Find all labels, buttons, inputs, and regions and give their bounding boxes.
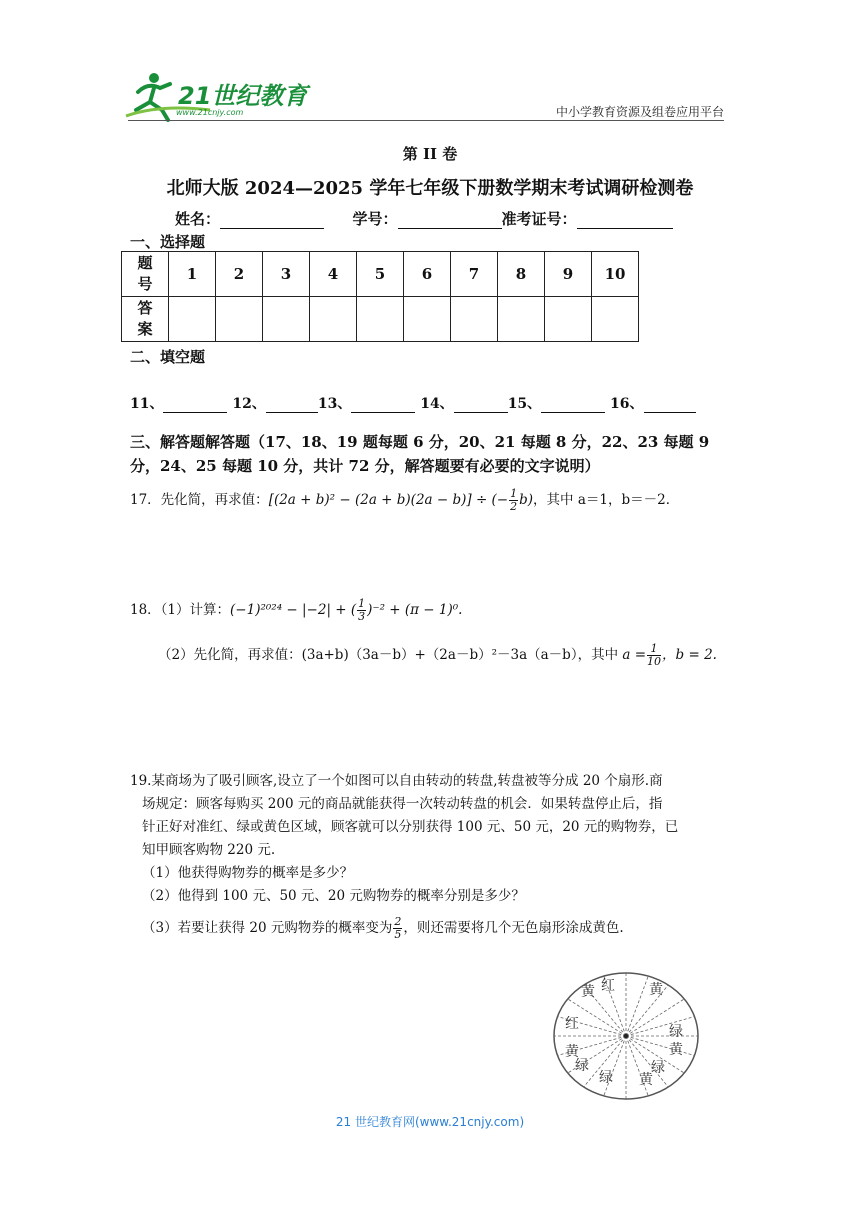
- answer-cell[interactable]: [451, 297, 498, 342]
- platform-label: 中小学教育资源及组卷应用平台: [555, 105, 724, 119]
- question-number-cell: 8: [498, 252, 545, 297]
- logo-text: 21世纪教育: [178, 82, 308, 110]
- q19-line: 针正好对准红、绿或黄色区域，顾客就可以分别获得 100 元、50 元，20 元的购物券，已: [142, 819, 679, 835]
- exam-number-label: 准考证号：: [501, 210, 577, 228]
- name-blank[interactable]: [220, 212, 324, 229]
- answer-cell[interactable]: [169, 297, 216, 342]
- question-number-cell: 6: [404, 252, 451, 297]
- wheel-spoke: [626, 976, 648, 1036]
- fill-item-label: 15、: [507, 396, 542, 412]
- wheel-label-yellow: 黄: [649, 982, 663, 998]
- section-choice-heading: 一、选择题: [130, 233, 206, 251]
- wheel-label-green: 绿: [599, 1070, 613, 1086]
- wheel-labels: [565, 978, 684, 1088]
- logo-url: www.21cnjy.com: [176, 108, 244, 117]
- answer-cell[interactable]: [310, 297, 357, 342]
- question-number-cell: 2: [216, 252, 263, 297]
- q18-part2-b: ，b = 2.: [662, 647, 717, 663]
- footer-link[interactable]: 21 世纪教育网(www.21cnjy.com): [335, 1115, 525, 1129]
- fill-blank[interactable]: [644, 396, 696, 413]
- q18-part1-fraction: $\frac{1}{3}$: [358, 597, 366, 623]
- fill-blank[interactable]: [541, 396, 605, 413]
- fill-item-label: 11、: [130, 396, 164, 412]
- question-number-cell: 9: [545, 252, 592, 297]
- fill-blank[interactable]: [266, 396, 318, 413]
- wheel-label-green: 绿: [575, 1058, 589, 1074]
- q17-expression: [(2a + b)² − (2a + b)(2a − b)] ÷ (−: [268, 492, 509, 508]
- wheel-label-green: 绿: [669, 1024, 683, 1040]
- wheel-spoke: [604, 1036, 626, 1096]
- wheel-spoke: [626, 1017, 694, 1036]
- spinner-wheel-figure: [551, 970, 701, 1102]
- table-row: [122, 297, 639, 342]
- answer-cell[interactable]: [592, 297, 639, 342]
- answer-table: [121, 251, 639, 342]
- answer-header: 答 案: [122, 297, 169, 342]
- question-number-cell: 3: [263, 252, 310, 297]
- wheel-label-yellow: 黄: [669, 1042, 683, 1058]
- question-number-cell: 7: [451, 252, 498, 297]
- wheel-label-green: 绿: [651, 1060, 665, 1076]
- answer-cell[interactable]: [216, 297, 263, 342]
- fill-item-label: 13、: [317, 396, 352, 412]
- wheel-label-yellow: 黄: [581, 984, 595, 1000]
- q19-line: 19.某商场为了吸引顾客,设立了一个如图可以自由转动的转盘,转盘被等分成 20 个扇形.商: [130, 773, 663, 789]
- q19-sub1: （1）他获得购物券的概率是多少？: [142, 865, 354, 881]
- q19-fraction: $\frac{2}{5}$: [394, 915, 402, 941]
- fill-item-label: 12、: [232, 396, 266, 412]
- q18-part2-fraction: $\frac{1}{10}$: [647, 642, 662, 668]
- question-number-cell: 1: [169, 252, 216, 297]
- answer-cell[interactable]: [498, 297, 545, 342]
- header-divider: [128, 120, 724, 121]
- student-id-blank[interactable]: [398, 212, 502, 229]
- section-fill-heading: 二、填空题: [130, 348, 206, 366]
- q17-fraction: $\frac{1}{2}$: [510, 487, 518, 513]
- fill-blank[interactable]: [351, 396, 415, 413]
- question-18-part1: [130, 598, 462, 623]
- answer-cell[interactable]: [263, 297, 310, 342]
- fill-item-label: 16、: [610, 396, 644, 412]
- answer-cell[interactable]: [545, 297, 592, 342]
- q19-line: 知甲顾客购物 220 元.: [142, 842, 276, 858]
- q18-part1-prefix: 18．（1）计算：: [130, 602, 231, 618]
- wheel-spoke: [626, 1036, 694, 1055]
- exam-title: 北师大版 2024—2025 学年七年级下册数学期末考试调研检测卷: [166, 178, 694, 199]
- wheel-label-yellow: 黄: [639, 1072, 653, 1088]
- question-19: [130, 770, 740, 941]
- q19-sub3: （3）若要让获得 20 元购物券的概率变为 $\frac{2}{5}$ ，则还需要将几个无色扇形涂成黄色.: [142, 915, 624, 941]
- q18-part1-expression: (−1)²⁰²⁴ − |−2| + (: [230, 602, 357, 618]
- question-number-cell: 4: [310, 252, 357, 297]
- wheel-label-red: 红: [601, 978, 615, 994]
- question-number-cell: 5: [357, 252, 404, 297]
- q18-part2-prefix: （2）先化简，再求值：(3a+b)（3a－b）+（2a－b）²－3a（a－b），其中: [158, 647, 619, 663]
- table-row: [122, 252, 639, 297]
- student-id-label: 学号：: [352, 210, 398, 228]
- answer-cell[interactable]: [404, 297, 451, 342]
- q19-line: 场规定：顾客每购买 200 元的商品就能获得一次转动转盘的机会．如果转盘停止后，指: [142, 796, 663, 812]
- name-label: 姓名：: [175, 210, 221, 228]
- question-number-cell: 10: [592, 252, 639, 297]
- answer-cell[interactable]: [357, 297, 404, 342]
- q19-sub2: （2）他得到 100 元、50 元、20 元购物券的概率分别是多少？: [142, 888, 525, 904]
- section-answer-heading: 三、解答题解答题（17、18、19 题每题 6 分，20、21 每题 8 分，22、23 每题 9 分，24、25 每题 10 分，共计 72 分，解答题要有必要的文字说明）: [130, 433, 710, 475]
- q17-suffix: ，其中 a＝1，b＝－2．: [533, 492, 680, 508]
- q17-prefix: 17．先化简，再求值：: [130, 492, 269, 508]
- q18-part2-a: a =: [622, 647, 647, 663]
- question-17: [130, 488, 679, 513]
- fill-blank[interactable]: [163, 396, 227, 413]
- question-18-part2: [158, 643, 717, 668]
- fill-blank[interactable]: [454, 396, 508, 413]
- fill-item-label: 14、: [420, 396, 454, 412]
- wheel-label-yellow: 黄: [565, 1044, 579, 1060]
- volume-label: 第 II 卷: [402, 145, 458, 163]
- q18-part1-expression-end: )⁻² + (π − 1)⁰.: [367, 602, 463, 618]
- q17-expression-end: b): [519, 492, 534, 508]
- exam-number-blank[interactable]: [577, 212, 673, 229]
- wheel-label-red: 红: [565, 1016, 579, 1032]
- fill-blank-row: [130, 393, 696, 413]
- wheel-pointer-pivot: [624, 1034, 628, 1038]
- student-info-row: [175, 208, 673, 229]
- question-number-header: 题 号: [122, 252, 169, 297]
